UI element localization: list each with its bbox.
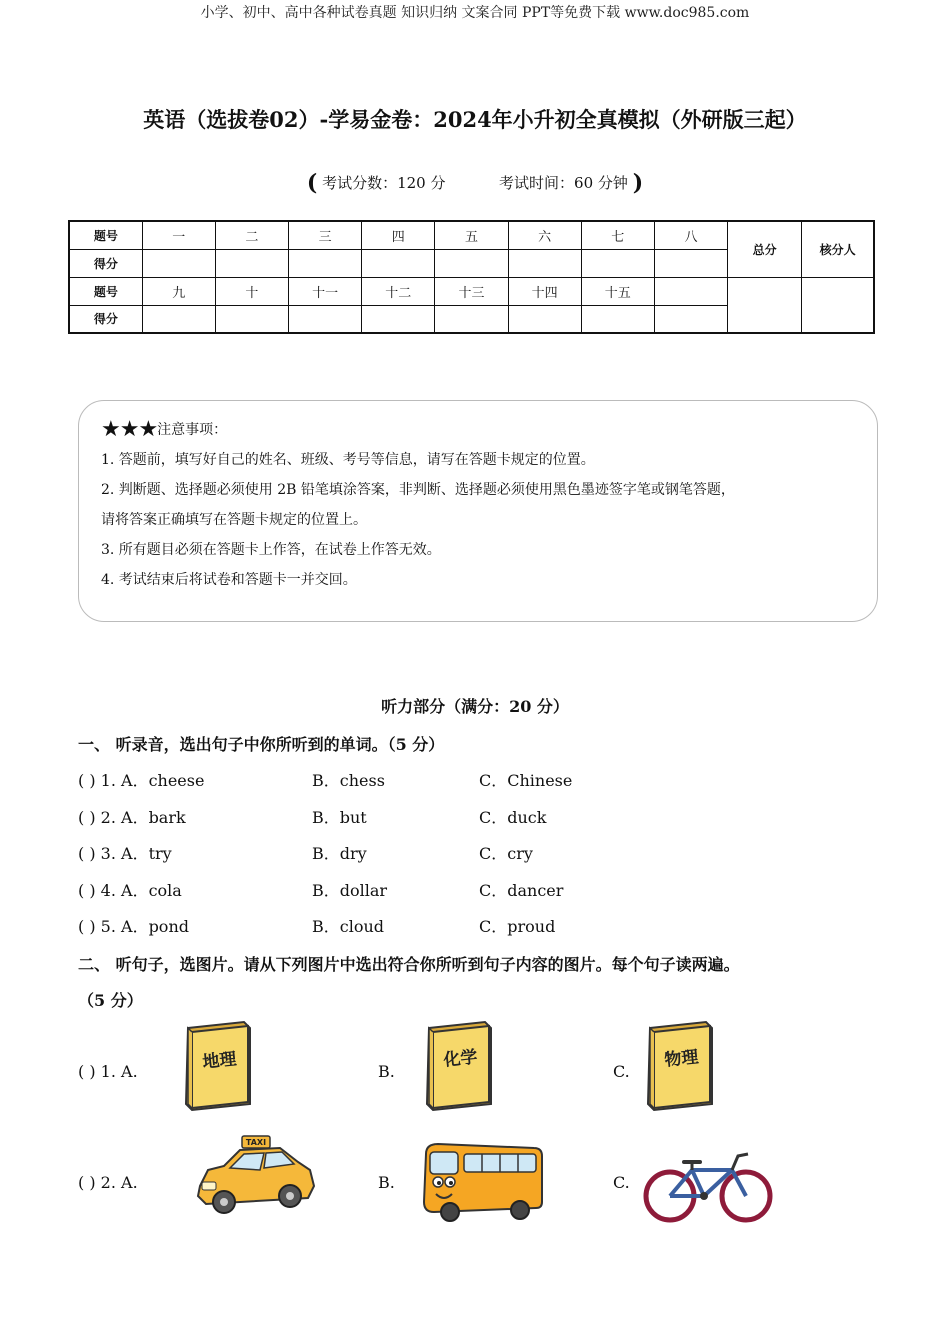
- question-number-cell: 五: [435, 221, 508, 249]
- exam-info-close-paren: ): [632, 170, 644, 196]
- score-cell[interactable]: [435, 305, 508, 333]
- question-number-cell: 十三: [435, 277, 508, 305]
- score-cell[interactable]: [215, 249, 288, 277]
- option-c[interactable]: C．cry: [479, 844, 533, 863]
- question-number-cell: 十二: [362, 277, 435, 305]
- row-label-question-number: 题号: [69, 221, 142, 249]
- question-stem[interactable]: ( ) 2. A．bark: [78, 808, 186, 827]
- part2-heading: 二、 听句子，选图片。请从下列图片中选出符合你所听到句子内容的图片。每个句子读两遍。: [78, 955, 740, 974]
- notice-box: [78, 400, 878, 622]
- book-physics-icon[interactable]: [644, 1020, 718, 1112]
- option-c[interactable]: C.: [613, 1062, 630, 1081]
- question-number-cell: 一: [142, 221, 215, 249]
- question-number-cell: 七: [581, 221, 654, 249]
- total-score-header: 总分: [728, 221, 802, 277]
- score-cell[interactable]: [435, 249, 508, 277]
- question-number-cell: [654, 277, 727, 305]
- option-b[interactable]: B.: [378, 1062, 395, 1081]
- score-cell[interactable]: [289, 305, 362, 333]
- option-b[interactable]: B．dry: [312, 844, 367, 863]
- score-cell[interactable]: [362, 249, 435, 277]
- option-c[interactable]: C．proud: [479, 917, 556, 936]
- score-cell[interactable]: [142, 305, 215, 333]
- score-cell[interactable]: [215, 305, 288, 333]
- question-number-cell: 六: [508, 221, 581, 249]
- question-stem[interactable]: ( ) 1. A．cheese: [78, 771, 205, 790]
- question-number-cell: 十: [215, 277, 288, 305]
- option-c[interactable]: C.: [613, 1173, 630, 1192]
- notice-item: 4. 考试结束后将试卷和答题卡一并交回。: [101, 572, 357, 588]
- exam-info-open-paren: (: [306, 170, 318, 196]
- score-cell[interactable]: [289, 249, 362, 277]
- book-a-label: 地理: [201, 1049, 238, 1073]
- question-stem[interactable]: ( ) 1. A.: [78, 1062, 138, 1081]
- exam-info: [0, 170, 950, 196]
- score-cell[interactable]: [654, 305, 727, 333]
- taxi-sign-label: TAXI: [245, 1138, 267, 1147]
- question-number-cell: 二: [215, 221, 288, 249]
- score-cell[interactable]: [142, 249, 215, 277]
- score-table: [68, 220, 875, 334]
- part1-heading: 一、 听录音，选出句子中你所听到的单词。（5 分）: [78, 735, 445, 754]
- notice-item: 2. 判断题、选择题必须使用 2B 铅笔填涂答案，非判断、选择题必须使用黑色墨迹签字笔或钢笔答题，: [101, 482, 735, 498]
- question-number-cell: 十四: [508, 277, 581, 305]
- book-b-label: 化学: [442, 1047, 479, 1071]
- notice-item: 请将答案正确填写在答题卡规定的位置上。: [101, 512, 367, 528]
- site-banner: 小学、初中、高中各种试卷真题 知识归纳 文案合同 PPT等免费下载 www.doc985.com: [200, 5, 750, 21]
- question-number-cell: 八: [654, 221, 727, 249]
- exam-score: 考试分数：120 分: [322, 174, 446, 192]
- checker-header: 核分人: [802, 221, 874, 277]
- option-c[interactable]: C．dancer: [479, 881, 564, 900]
- exam-time: 考试时间：60 分钟: [499, 174, 628, 192]
- notice-item: 1. 答题前，填写好自己的姓名、班级、考号等信息，请写在答题卡规定的位置。: [101, 452, 595, 468]
- score-cell[interactable]: [581, 249, 654, 277]
- score-cell[interactable]: [362, 305, 435, 333]
- question-number-cell: 三: [289, 221, 362, 249]
- score-cell[interactable]: [508, 305, 581, 333]
- option-b[interactable]: B.: [378, 1173, 395, 1192]
- book-geography-icon[interactable]: [182, 1020, 256, 1112]
- score-cell[interactable]: [508, 249, 581, 277]
- book-c-label: 物理: [663, 1047, 700, 1071]
- option-b[interactable]: B．dollar: [312, 881, 388, 900]
- score-cell[interactable]: [581, 305, 654, 333]
- question-stem[interactable]: ( ) 4. A．cola: [78, 881, 182, 900]
- book-chemistry-icon[interactable]: [423, 1020, 497, 1112]
- checker-cell[interactable]: [802, 277, 874, 333]
- bus-icon[interactable]: [420, 1140, 544, 1224]
- question-number-cell: 四: [362, 221, 435, 249]
- row-label-question-number: 题号: [69, 277, 142, 305]
- bicycle-icon[interactable]: [642, 1150, 774, 1224]
- notice-heading: ★★★注意事项：: [101, 417, 228, 442]
- total-score-cell[interactable]: [728, 277, 802, 333]
- option-c[interactable]: C．duck: [479, 808, 547, 827]
- score-cell[interactable]: [654, 249, 727, 277]
- option-c[interactable]: C．Chinese: [479, 771, 573, 790]
- star-icon: ★★★: [101, 417, 158, 442]
- question-stem[interactable]: ( ) 2. A.: [78, 1173, 138, 1192]
- question-stem[interactable]: ( ) 5. A．pond: [78, 917, 189, 936]
- row-label-score: 得分: [69, 249, 142, 277]
- row-label-score: 得分: [69, 305, 142, 333]
- question-number-cell: 十五: [581, 277, 654, 305]
- question-number-cell: 十一: [289, 277, 362, 305]
- question-stem[interactable]: ( ) 3. A．try: [78, 844, 172, 863]
- listening-section-title: 听力部分（满分：20 分）: [381, 697, 569, 716]
- question-number-cell: 九: [142, 277, 215, 305]
- part2-heading-points: （5 分）: [78, 991, 143, 1010]
- taxi-icon[interactable]: [194, 1130, 318, 1222]
- page-title: 英语（选拔卷02）-学易金卷：2024年小升初全真模拟（外研版三起）: [143, 107, 807, 132]
- option-b[interactable]: B．chess: [312, 771, 385, 790]
- option-b[interactable]: B．but: [312, 808, 367, 827]
- option-b[interactable]: B．cloud: [312, 917, 385, 936]
- notice-item: 3. 所有题目必须在答题卡上作答，在试卷上作答无效。: [101, 542, 441, 558]
